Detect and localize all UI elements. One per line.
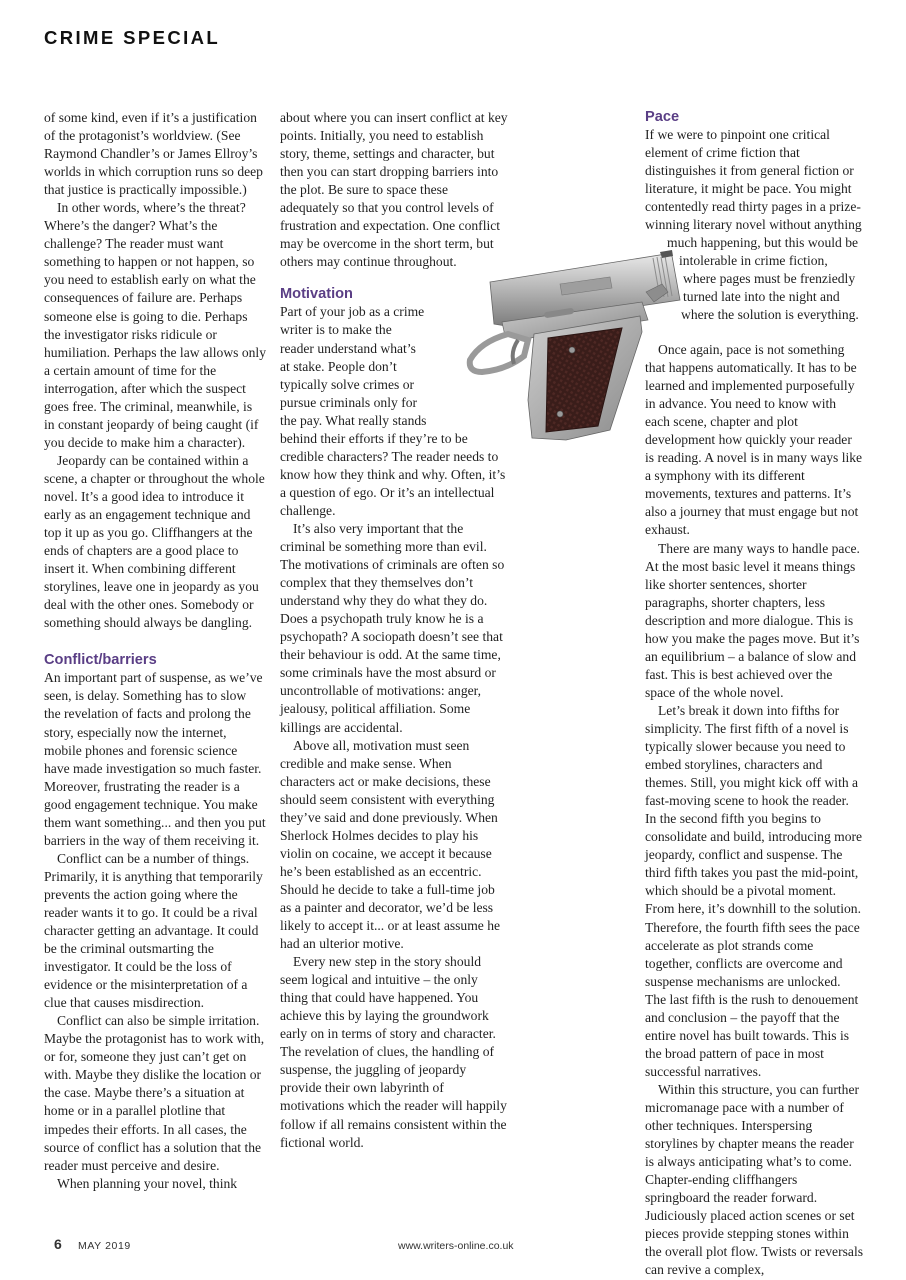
subheading-conflict: Conflict/barriers [44, 652, 157, 669]
pistol-illustration-icon [410, 240, 690, 450]
section-header: CRIME SPECIAL [44, 27, 221, 48]
paragraph: Once again, pace is not something that happens automatically. It has to be learned and implemented purposefully in advance. You need to know with each scene, chapter and plot development how quickly your reader is reading. A novel is in many ways like a symphony with its different movements, textures and patterns. It’s also a journey that must engage but not exhaust. [645, 342, 863, 538]
paragraph: It’s also very important that the criminal be something more than evil. The motivations of criminals are often so complex that they themselves don’t understand why they do what they do. Does a psychopath truly know he is a psychopath? A sociopath doesn’t see that their behaviour is odd. At the same time, some criminals have the most absurd or uncontrollable of motivations: anger, jealousy, political affiliation. Some killings are accidental. [280, 520, 505, 735]
page-number: 6 [54, 1236, 62, 1252]
paragraph: Conflict can also be simple irritation. Maybe the protagonist has to work with, or for, someone they just can’t get on with. Maybe they dislike the location or the case. Maybe there’s a situation at home or in a parallel plotline that impedes their efforts. In all cases, the source of conflict has a solution that the reader must perceive and desire. [44, 1013, 265, 1173]
issue-date: MAY 2019 [78, 1240, 131, 1252]
website-link[interactable]: www.writers-online.co.uk [398, 1240, 514, 1252]
paragraph: Part of your job as a crime writer is to make the reader understand what’s at stake. People don’t typically solve crimes or pursue criminals only for the pay. What really stands behind their efforts if they’re to be credible characters? The reader needs to know how they think and why. Often, it’s a question of ego. Or it’s an intellectual challenge. [280, 304, 506, 518]
paragraph: about where you can insert conflict at key points. Initially, you need to establish story, theme, settings and character, but then you can start dropping barriers into the plot. Be sure to space these adequately so that you control levels of frustration and expectation. One conflict may be overcome in the short term, but others may continue throughout. [280, 110, 508, 270]
paragraph: There are many ways to handle pace. At the most basic level it means things like shorter sentences, shorter paragraphs, shorter chapters, less description and more dialogue. This is how you make the pages move. But it’s an equilibrium – a balance of slow and fast. This is best achieved over the space of the whole novel. [645, 540, 860, 700]
paragraph: If we were to pinpoint one critical element of crime fiction that distinguishes it from general fiction or literature, it might be pace. You might contentedly read thirty pages in a prize-winning literary novel without anything much happening, but this would be intolerable in crime fiction, where pages must be frenziedly turned late into the night and where the solution is everything. [645, 127, 862, 323]
paragraph: Conflict can be a number of things. Primarily, it is anything that temporarily prevents the action going where the reader wants it to go. It could be a rival character getting an advantage. It could be the criminal outsmarting the investigator. It could be the loss of evidence or the misinterpretation of a clue that causes misdirection. [44, 850, 263, 1011]
paragraph: In other words, where’s the threat? Where’s the danger? What’s the challenge? The reader must want something to happen or not happen, so you need to establish early on what the consequences of failure are. Perhaps someone else is going to die. Perhaps the investigator risks ridicule or humiliation. Perhaps the law allows only a certain amount of time for the interrogation, after which the suspect goes free. The criminal, meanwhile, is in constant jeopardy of being caught (if you decide to make him a character). [44, 200, 267, 450]
paragraph: Jeopardy can be contained within a scene, a chapter or throughout the whole novel. It’s a good idea to introduce it early as an engagement technique and top it up as you go. Cliffhangers at the ends of chapters are a good place to insert it. When combining different storylines, leave one in jeopardy as you deal with the other ones. Somebody or something should always be dangling. [44, 452, 265, 631]
article-column-1 [44, 109, 266, 1193]
paragraph: Within this structure, you can further micromanage pace with a number of other techniques. Interspersing storylines by chapter means the reader is always anticipating what’s to come. Chapter-ending cliffhangers springboard the reader forward. Judiciously placed action scenes or set pieces provide stepping stones within the overall plot flow. Twists or reversals can revive a complex, [645, 1081, 864, 1278]
paragraph: Every new step in the story should seem logical and intuitive – the only thing that could have happened. You achieve this by laying the groundwork early on in terms of story and character. The revelation of clues, the handling of suspense, the juggling of jeopardy provide their own labyrinth of motivations which the reader will happily follow if all remains consistent within the fictional world. [280, 954, 507, 1150]
paragraph: of some kind, even if it’s a justification of the protagonist’s worldview. (See Raymond Chandler’s or James Ellroy’s worlds in which corruption runs so deep that justice is practically impossible.) [44, 110, 263, 198]
paragraph: An important part of suspense, as we’ve seen, is delay. Something has to slow the revelation of facts and prolong the story, especially now the internet, mobile phones and forensic science have made investigation so much faster. Moreover, frustrating the reader is a good engagement technique. You make them want something... and then you put barriers in the way of them receiving it. [44, 670, 266, 848]
subheading-motivation: Motivation [280, 286, 353, 303]
paragraph: Above all, motivation must seen credible and make sense. When characters act or make decisions, these should seem consistent with everything they’ve said and done previously. When Sherlock Holmes decides to play his violin on cocaine, we accept it because he’s been established as an eccentric. Should he decide to take a full-time job as a painter and decorator, we’d be less likely to accept it... or at least assume he had an ulterior motive. [280, 737, 501, 952]
subheading-pace: Pace [645, 109, 680, 125]
paragraph: When planning your novel, think [57, 1175, 238, 1191]
paragraph: Let’s break it down into fifths for simplicity. The first fifth of a novel is typically slower because you need to embed storylines, characters and themes. Still, you might kick off with a fast-moving scene to hook the reader. In the second fifth you begins to consolidate and build, introducing more jeopardy, conflict and suspense. The third fifth takes you past the mid-point, which should be a pivotal moment. From here, it’s downhill to the solution. Therefore, the fourth fifth sees the pace accelerate as plot strands come together, conflicts are overcome and suspense mechanisms are unlocked. The last fifth is the rush to denouement and conclusion – the payoff that the entire novel has built towards. This is the broad pattern of pace in most successful narratives. [645, 702, 863, 1079]
